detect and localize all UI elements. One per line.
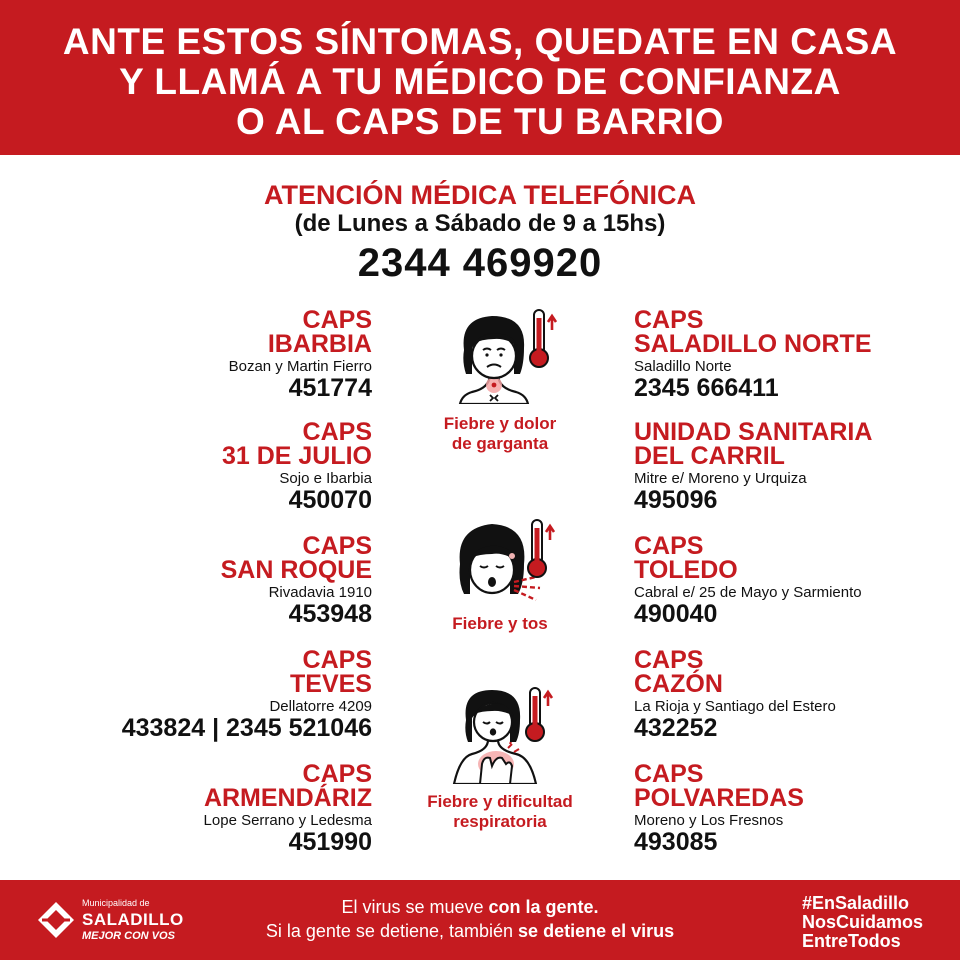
symptom-label-line2: de garganta bbox=[451, 434, 549, 453]
caps-address: Bozan y Martin Fierro bbox=[228, 358, 372, 375]
saladillo-logo-icon bbox=[36, 900, 76, 940]
caps-title-line2: SAN ROQUE bbox=[220, 556, 372, 584]
symptom-label-line2: respiratoria bbox=[453, 812, 547, 831]
caps-address: Lope Serrano y Ledesma bbox=[203, 812, 372, 829]
caps-title-line1: CAPS bbox=[634, 306, 704, 334]
caps-phone[interactable]: 433824 | 2345 521046 bbox=[121, 714, 372, 742]
caps-phone[interactable]: 495096 bbox=[634, 486, 718, 514]
caps-address: Rivadavia 1910 bbox=[268, 584, 372, 601]
caps-phone[interactable]: 432252 bbox=[634, 714, 718, 742]
fever-breathing-difficulty-icon bbox=[440, 684, 560, 784]
caps-entry-armendariz bbox=[12, 762, 372, 858]
caps-title-line2: TEVES bbox=[290, 670, 372, 698]
symptom-label-cough bbox=[410, 614, 590, 634]
fever-cough-icon bbox=[440, 514, 560, 614]
caps-phone[interactable]: 453948 bbox=[288, 600, 372, 628]
caps-phone[interactable]: 450070 bbox=[288, 486, 372, 514]
caps-phone[interactable]: 2345 666411 bbox=[634, 374, 779, 402]
caps-address: Mitre e/ Moreno y Urquiza bbox=[634, 470, 807, 487]
caps-title-line2: TOLEDO bbox=[634, 556, 738, 584]
hashtag-line-2: NosCuidamos bbox=[802, 912, 924, 932]
caps-title-line2: ARMENDÁRIZ bbox=[203, 784, 372, 812]
caps-title-line2: 31 DE JULIO bbox=[221, 442, 372, 470]
hashtag-line-3: EntreTodos bbox=[802, 931, 901, 951]
telephone-attention-hours: (de Lunes a Sábado de 9 a 15hs) bbox=[294, 210, 666, 237]
footer-banner bbox=[0, 880, 960, 960]
caps-phone[interactable]: 493085 bbox=[634, 828, 718, 856]
municipality-logo[interactable] bbox=[36, 896, 186, 946]
caps-title-line2: SALADILLO NORTE bbox=[634, 330, 872, 358]
caps-entry-toledo bbox=[634, 534, 954, 630]
caps-title-line1: CAPS bbox=[302, 760, 372, 788]
caps-title-line1: CAPS bbox=[302, 646, 372, 674]
caps-address: La Rioja y Santiago del Estero bbox=[634, 698, 836, 715]
slogan-line-1-bold: con la gente. bbox=[488, 897, 599, 917]
slogan-line-1-plain: El virus se mueve bbox=[341, 897, 489, 917]
logo-city-name: SALADILLO bbox=[82, 910, 184, 929]
telephone-attention-number[interactable]: 2344 469920 bbox=[357, 241, 603, 285]
caps-title-line1: CAPS bbox=[302, 418, 372, 446]
caps-title-line1: CAPS bbox=[302, 306, 372, 334]
caps-entry-teves bbox=[12, 648, 372, 744]
caps-title-line1: CAPS bbox=[634, 532, 704, 560]
caps-title-line1: UNIDAD SANITARIA bbox=[634, 418, 873, 446]
caps-title-line1: CAPS bbox=[302, 532, 372, 560]
symptom-label-line1: Fiebre y tos bbox=[452, 614, 548, 633]
caps-address: Cabral e/ 25 de Mayo y Sarmiento bbox=[634, 584, 862, 601]
caps-title-line2: POLVAREDAS bbox=[634, 784, 804, 812]
symptom-label-breathing bbox=[400, 792, 600, 832]
symptom-label-line1: Fiebre y dificultad bbox=[427, 792, 573, 811]
symptom-label-line1: Fiebre y dolor bbox=[443, 414, 557, 433]
hashtag-block[interactable] bbox=[802, 894, 923, 951]
caps-phone[interactable]: 451990 bbox=[288, 828, 372, 856]
slogan-line-2-plain: Si la gente se detiene, también bbox=[265, 921, 519, 941]
caps-phone[interactable]: 451774 bbox=[288, 374, 372, 402]
caps-title-line1: CAPS bbox=[634, 760, 704, 788]
caps-title-line2: CAZÓN bbox=[634, 670, 723, 698]
caps-address: Saladillo Norte bbox=[634, 358, 732, 375]
caps-entry-ibarbia bbox=[12, 308, 372, 404]
caps-title-line2: IBARBIA bbox=[267, 330, 372, 358]
caps-entry-polvaredas bbox=[634, 762, 954, 858]
symptom-label-sore-throat bbox=[410, 414, 590, 454]
telephone-attention-title: ATENCIÓN MÉDICA TELEFÓNICA bbox=[264, 180, 696, 210]
header-banner bbox=[0, 0, 960, 155]
headline-line-1: ANTE ESTOS SÍNTOMAS, QUEDATE EN CASA bbox=[62, 21, 898, 62]
caps-address: Sojo e Ibarbia bbox=[279, 470, 372, 487]
caps-title-line1: CAPS bbox=[634, 646, 704, 674]
caps-phone[interactable]: 490040 bbox=[634, 600, 718, 628]
logo-municipality-label: Municipalidad de bbox=[82, 898, 150, 908]
caps-entry-san-roque bbox=[12, 534, 372, 630]
headline-line-3: O AL CAPS DE TU BARRIO bbox=[236, 101, 724, 142]
fever-sore-throat-icon bbox=[440, 304, 560, 404]
hashtag-line-1: #EnSaladillo bbox=[802, 893, 910, 913]
slogan-line-2 bbox=[250, 920, 690, 942]
caps-title-line2: DEL CARRIL bbox=[634, 442, 785, 470]
slogan-line-2-bold: se detiene el virus bbox=[518, 921, 675, 941]
caps-entry-del-carril bbox=[634, 420, 954, 516]
caps-address: Dellatorre 4209 bbox=[269, 698, 372, 715]
slogan-line-1 bbox=[250, 896, 690, 918]
caps-entry-saladillo-norte bbox=[634, 308, 954, 404]
headline-line-2: Y LLAMÁ A TU MÉDICO DE CONFIANZA bbox=[119, 61, 841, 102]
logo-tagline: MEJOR CON VOS bbox=[82, 930, 175, 942]
caps-address: Moreno y Los Fresnos bbox=[634, 812, 784, 829]
caps-entry-cazon bbox=[634, 648, 954, 744]
caps-entry-31-de-julio bbox=[12, 420, 372, 516]
